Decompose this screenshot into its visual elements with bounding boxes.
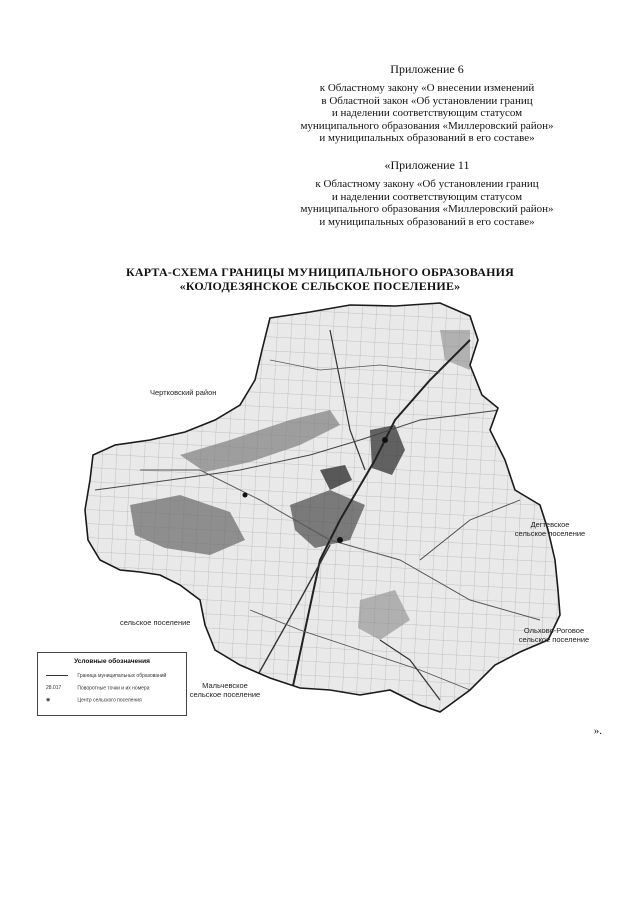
annex-11-header: «Приложение 11 (384, 158, 470, 172)
map-title-line: КАРТА-СХЕМА ГРАНИЦЫ МУНИЦИПАЛЬНОГО ОБРАЗОВАНИЯ (125, 265, 515, 279)
label-line: Дегтевское (530, 520, 570, 529)
point-number-sample: 28.017 (46, 685, 62, 691)
label-line: Ольхово-Роговое (523, 626, 585, 635)
map-title-line: «КОЛОДЕЗЯНСКОЕ СЕЛЬСКОЕ ПОСЕЛЕНИЕ» (179, 279, 461, 293)
label-chertkovsky-district: Чертковский район (150, 388, 217, 397)
annex-6-line: муниципального образования «Миллеровский район» (300, 119, 554, 132)
annex-6-header: Приложение 6 (390, 62, 464, 76)
boundary-line-icon (46, 675, 68, 676)
label-line: сельское поселение (518, 635, 590, 644)
annex-6-line: к Областному закону «О внесении изменений (319, 82, 535, 94)
annex-6-line: и наделении соответствующим статусом (331, 107, 523, 119)
settlement-center-icon: ◉ (46, 697, 51, 703)
legend-item-boundary (46, 673, 166, 679)
label-line: Мальчевское (202, 681, 248, 690)
label-line: сельское поселение (189, 690, 261, 699)
closing-quote: ». (593, 725, 602, 737)
legend-item-center (46, 697, 142, 703)
legend-item-text: Поворотные точки и их номера (77, 685, 150, 692)
annex-11-line: и муниципальных образований в его составе» (319, 215, 535, 228)
annex-11-line: к Областному закону «Об установлении границ (315, 178, 539, 190)
label-west-settlement: сельское поселение (120, 618, 191, 627)
annex-11-line: и наделении соответствующим статусом (331, 190, 523, 203)
legend-title: Условные обозначения (74, 658, 150, 665)
annex-6-line: и муниципальных образований в его составе» (319, 132, 535, 144)
legend-item-points (46, 685, 149, 691)
label-malchevskoe (180, 681, 270, 699)
annex-11-line: муниципального образования «Миллеровский район» (300, 203, 554, 215)
map-legend (37, 652, 187, 716)
label-olkhovo-rogovoe (508, 626, 600, 644)
label-line: сельское поселение (514, 529, 586, 538)
annex-6-line: в Областной закон «Об установлении границ (321, 94, 533, 107)
legend-item-text: Граница муниципальных образований (77, 673, 167, 679)
legend-item-text: Центр сельского поселения (77, 697, 142, 704)
label-degtevskoe (505, 520, 595, 538)
